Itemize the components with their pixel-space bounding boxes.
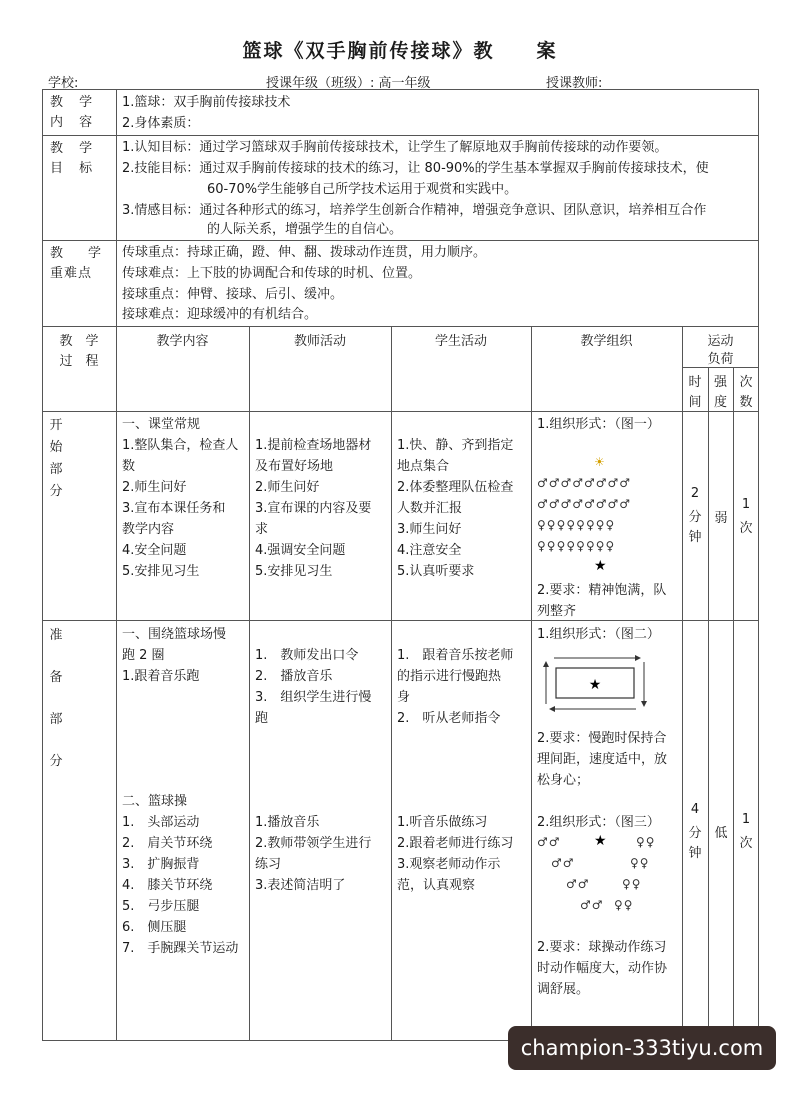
prep-teacher-b: 1.播放音乐 2.教师带领学生进行 练习 3.表述简洁明了 xyxy=(255,815,372,893)
school-field: 学校: xyxy=(48,76,79,91)
start-student-activity: 1.快、静、齐到指定 地点集合 2.体委整理队伍检查 人数并汇报 3.师生问好 4.注意安全 5.认真听要求 xyxy=(397,438,514,579)
header-intensity-1: 强 xyxy=(713,375,727,390)
header-process-2: 过 程 xyxy=(59,354,99,369)
prep-label: 准 备 部 分 xyxy=(49,628,63,769)
content-line: 2.身体素质： xyxy=(122,116,200,131)
formation-male: ♂♂ xyxy=(566,877,590,891)
goal-line: 60-70%学生能够自己所学技术运用于观赏和实践中。 xyxy=(207,182,518,197)
formation-female: ♀♀ xyxy=(614,898,634,912)
key-line: 传球难点：上下肢的协调配合和传球的时机、位置。 xyxy=(122,266,422,281)
grade-field: 授课年级（班级）: 高一年级 xyxy=(266,76,431,91)
start-time: 2 分 钟 xyxy=(688,486,702,545)
goal-label-2: 目 标 xyxy=(50,161,99,176)
goal-line: 2.技能目标：通过双手胸前传接球的技术的练习，让 80-90%的学生基本掌握双手胸前传接球技术，使 xyxy=(122,161,709,176)
header-content: 教学内容 xyxy=(156,334,209,349)
svg-text:★: ★ xyxy=(588,677,602,693)
header-load-2: 负荷 xyxy=(707,352,734,367)
start-count: 1 次 xyxy=(739,497,753,536)
formation-row: ♀♀♀♀♀♀♀♀ xyxy=(537,518,616,532)
prep-time: 4 分 钟 xyxy=(688,802,702,861)
key-line: 接球重点：伸臂、接球、后引、缓冲。 xyxy=(122,287,344,302)
sun-icon: ☀ xyxy=(594,455,606,469)
start-org-requirement: 2.要求：精神饱满，队 列整齐 xyxy=(537,583,667,619)
prep-org-a-requirement: 2.要求：慢跑时保持合 理间距，速度适中，放 松身心； xyxy=(537,731,668,788)
page-title: 篮球《双手胸前传接球》教 案 xyxy=(242,40,558,62)
formation-row: ♀♀♀♀♀♀♀♀ xyxy=(537,539,616,553)
formation-female: ♀♀ xyxy=(622,877,642,891)
prep-org-a-title: 1.组织形式：（图二） xyxy=(537,627,660,642)
goal-line: 3.情感目标：通过各种形式的练习，培养学生创新合作精神，增强竞争意识、团队意识，培养相互合作 xyxy=(122,203,707,218)
content-line: 1.篮球：双手胸前传接球技术 xyxy=(122,95,291,110)
start-intensity: 弱 xyxy=(714,511,728,526)
start-content: 一、课堂常规 1.整队集合，检查人 数 2.师生问好 3.宣布本课任务和 教学内容 4.安全问题 5.安排见习生 xyxy=(122,417,239,579)
prep-intensity: 低 xyxy=(714,826,728,841)
teacher-star-icon: ★ xyxy=(594,833,608,849)
content-label-1: 教 学 xyxy=(50,95,99,110)
header-teacher: 教师活动 xyxy=(293,334,346,349)
formation-row: ♂♂♂♂♂♂♂♂ xyxy=(537,497,632,511)
teacher-field: 授课教师: xyxy=(546,76,603,91)
goal-line: 1.认知目标：通过学习篮球双手胸前传接球技术，让学生了解原地双手胸前传接球的动作要领。 xyxy=(122,140,668,155)
header-process-1: 教 学 xyxy=(59,334,99,349)
formation-male: ♂♂ xyxy=(537,835,561,849)
prep-teacher-a: 1. 教师发出口令 2. 播放音乐 3. 组织学生进行慢 跑 xyxy=(255,648,372,726)
header-time-1: 时 xyxy=(688,375,702,390)
start-label: 开 始 部 分 xyxy=(49,418,63,499)
start-teacher-activity: 1.提前检查场地器材 及布置好场地 2.师生问好 3.宣布课的内容及要 求 4.强调安全问题 5.安排见习生 xyxy=(255,438,372,579)
header-student: 学生活动 xyxy=(434,334,487,349)
key-line: 接球难点：迎球缓冲的有机结合。 xyxy=(122,307,318,322)
header-intensity-2: 度 xyxy=(713,395,727,410)
prep-org-b-requirement: 2.要求：球操动作练习 时动作幅度大，动作协 调舒展。 xyxy=(537,940,668,997)
key-label-1: 教 学 xyxy=(50,246,108,261)
key-line: 传球重点：持球正确，蹬、伸、翻、拨球动作连贯，用力顺序。 xyxy=(122,245,487,260)
header-time-2: 间 xyxy=(688,395,702,410)
start-org-title: 1.组织形式：（图一） xyxy=(537,417,660,432)
prep-count: 1 次 xyxy=(739,812,753,851)
prep-content-a: 一、围绕篮球场慢 跑 2 圈 1.跟着音乐跑 xyxy=(122,627,227,684)
prep-content-b: 二、篮球操 1. 头部运动 2. 肩关节环绕 3. 扩胸振背 4. 膝关节环绕 5. 弓步压腿 6. 侧压腿 7. 手腕踝关节运动 xyxy=(122,794,239,956)
header-load-1: 运动 xyxy=(707,334,734,349)
prep-org-b-title: 2.组织形式：（图三） xyxy=(537,815,660,830)
running-track-diagram xyxy=(540,652,650,712)
header-count-1: 次 xyxy=(739,375,753,390)
prep-student-a: 1. 跟着音乐按老师 的指示进行慢跑热 身 2. 听从老师指令 xyxy=(397,648,514,726)
goal-line: 的人际关系，增强学生的自信心。 xyxy=(207,222,403,237)
header-count-2: 数 xyxy=(739,395,753,410)
goal-label-1: 教 学 xyxy=(50,141,99,156)
teacher-star-icon: ★ xyxy=(594,558,608,574)
key-label-2: 重难点 xyxy=(50,266,93,281)
content-label-2: 内 容 xyxy=(50,115,99,130)
formation-female: ♀♀ xyxy=(636,835,656,849)
prep-student-b: 1.听音乐做练习 2.跟着老师进行练习 3.观察老师动作示 范，认真观察 xyxy=(397,815,514,893)
formation-male: ♂♂ xyxy=(551,856,575,870)
formation-female: ♀♀ xyxy=(630,856,650,870)
formation-male: ♂♂ xyxy=(580,898,604,912)
watermark-badge: champion-333tiyu.com xyxy=(508,1026,776,1070)
formation-row: ♂♂♂♂♂♂♂♂ xyxy=(537,476,632,490)
header-organization: 教学组织 xyxy=(580,334,633,349)
